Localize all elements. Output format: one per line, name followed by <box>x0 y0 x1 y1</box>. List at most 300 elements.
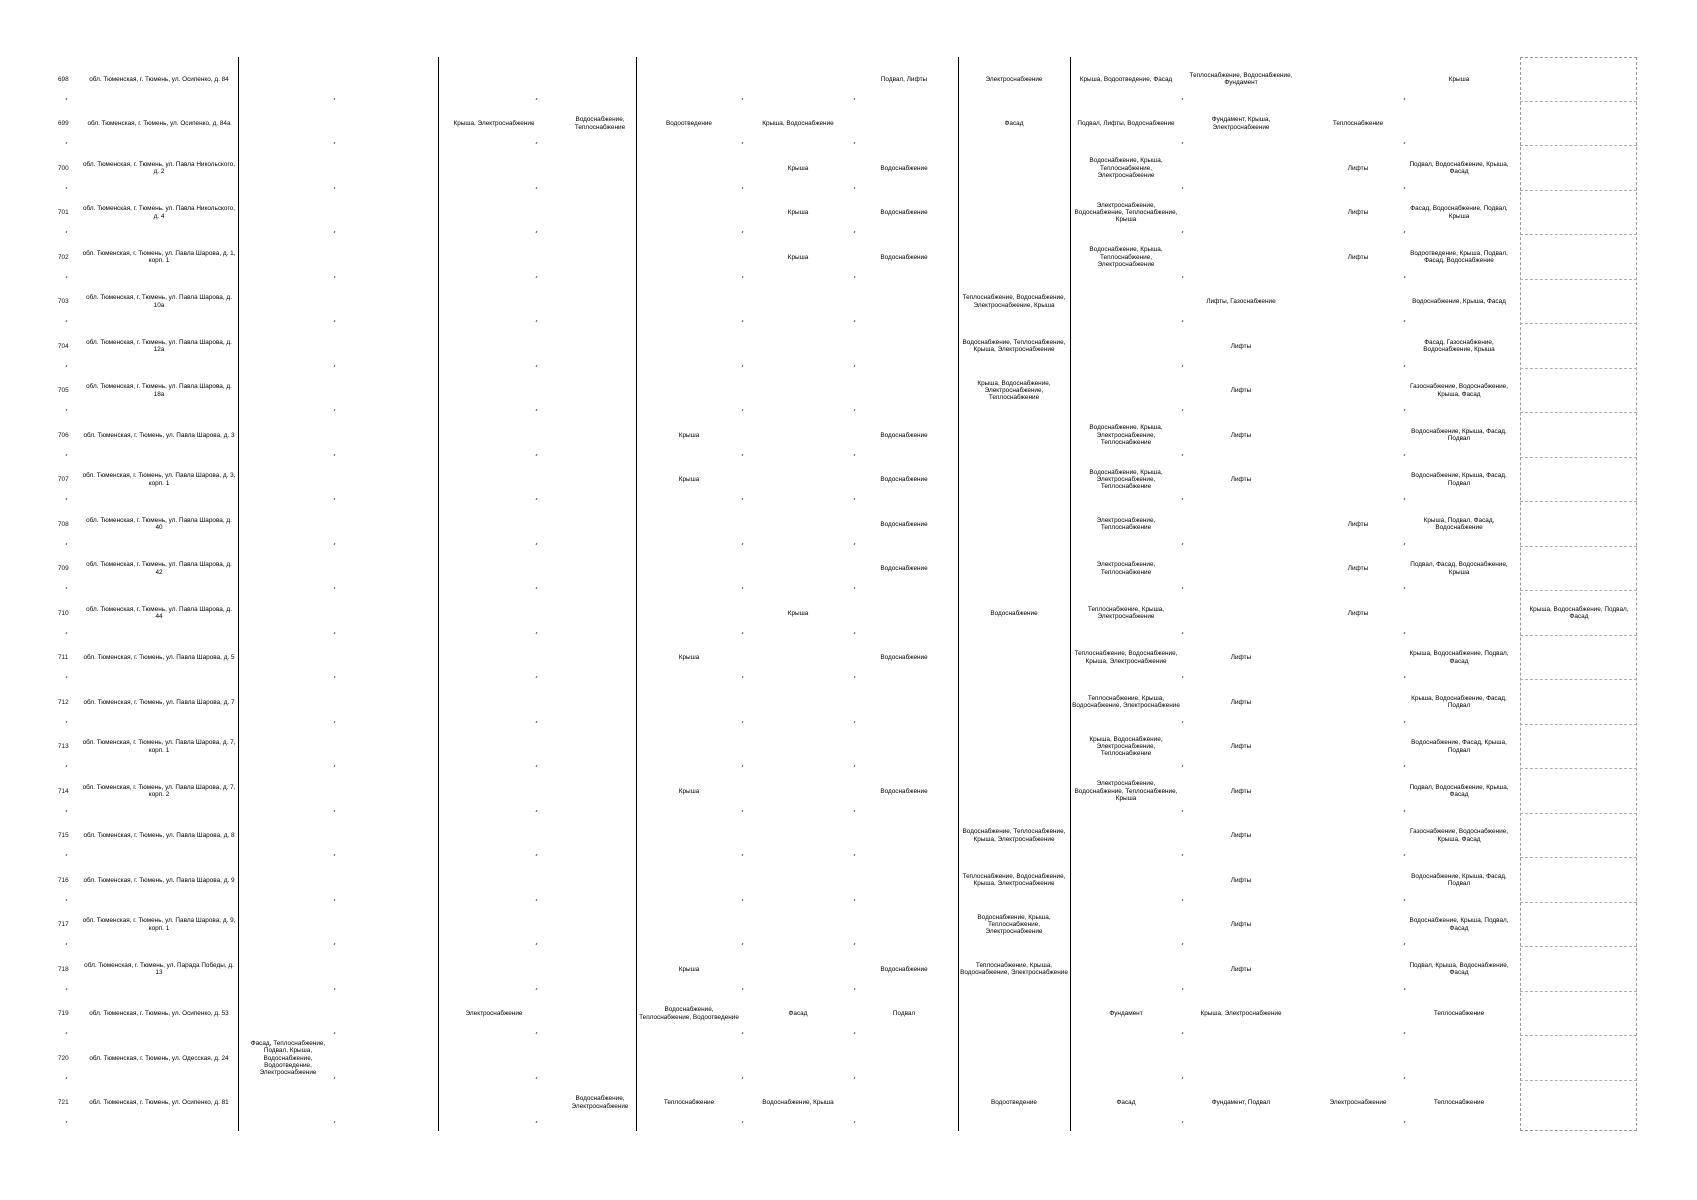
table-row <box>58 1036 1638 1081</box>
work-type-cell: Лифты <box>1230 921 1252 929</box>
work-type-cell: Водоснабжение, Крыша, Фасад, Подвал <box>1411 472 1507 487</box>
work-type-cell <box>742 547 854 592</box>
work-type-cell <box>1070 280 1182 325</box>
work-type-cell <box>636 324 742 369</box>
work-type-cell <box>238 858 338 903</box>
work-type-cell: Лифты <box>1230 743 1252 751</box>
row-number: 713 <box>58 743 69 751</box>
work-type-cell: Крыша <box>678 965 700 973</box>
work-type-cell <box>1398 102 1520 147</box>
work-type-cell: Водоотведение <box>666 120 712 128</box>
work-type-cell <box>958 458 1070 503</box>
table-row <box>58 1081 1638 1126</box>
table-row <box>58 903 1638 948</box>
work-type-cell: Крыша, Подвал, Фасад, Водоснабжение <box>1423 516 1495 532</box>
work-type-cell: Водоснабжение, Теплоснабжение <box>574 116 626 131</box>
address-cell: обл. Тюменская, г. Тюмень, ул. Павла Шарова, д. 12а <box>86 338 232 354</box>
column-divider <box>238 57 239 1131</box>
work-type-cell <box>438 591 550 636</box>
work-type-cell: Крыша, Водоотведение, Фасад <box>1079 75 1173 83</box>
work-type-cell: Водоснабжение, Крыша, Фасад, Подвал <box>1411 427 1507 443</box>
work-type-cell: Теплоснабжение <box>663 1099 715 1107</box>
work-type-cell <box>958 725 1070 770</box>
work-type-cell: Подвал, Крыша, Водоснабжение, Фасад <box>1409 961 1509 977</box>
work-type-cell <box>238 191 338 236</box>
work-type-cell <box>636 814 742 859</box>
work-type-cell <box>958 680 1070 725</box>
work-type-cell: Фундамент, Крыша, Электроснабжение <box>1211 116 1271 131</box>
work-type-cell: Водоотведение, Крыша, Подвал, Фасад, Водоснабжение <box>1410 249 1508 265</box>
address-cell: обл. Тюменская, г. Тюмень, ул. Парада Победы, д. 13 <box>84 961 234 977</box>
work-type-cell: Водоснабжение, Теплоснабжение, Крыша, Электроснабжение <box>962 828 1066 843</box>
work-type-cell: Лифты, Газоснабжение <box>1206 298 1276 306</box>
address-cell: обл. Тюменская, г. Тюмень, ул. Павла Шарова, д. 18а <box>86 383 232 398</box>
address-cell: обл. Тюменская, г. Тюмень, ул. Павла Шарова, д. 44 <box>86 605 232 621</box>
work-type-cell: Водоснабжение, Теплоснабжение, Крыша, Электроснабжение <box>962 338 1066 354</box>
work-type-cell: Теплоснабжение, Водоснабжение, Фундамент <box>1189 71 1293 87</box>
row-number: 706 <box>58 431 69 439</box>
address-cell: обл. Тюменская, г. Тюмень, ул. Осипенко, д. 84 <box>89 75 229 83</box>
work-type-cell <box>958 1036 1070 1081</box>
work-type-cell: Крыша <box>787 609 809 617</box>
work-type-cell <box>438 324 550 369</box>
table-row <box>58 369 1638 414</box>
work-type-cell: Фасад, Газоснабжение, Водоснабжение, Крыша <box>1423 338 1495 354</box>
work-type-cell <box>550 992 650 1037</box>
table-row <box>58 502 1638 547</box>
work-type-cell: Фасад <box>788 1010 808 1018</box>
work-type-cell <box>1182 146 1300 191</box>
work-type-cell <box>958 992 1070 1037</box>
work-type-cell: Водоснабжение <box>880 431 928 439</box>
work-type-cell: Крыша, Водоснабжение, Электроснабжение, Теплоснабжение <box>977 379 1051 402</box>
work-type-cell <box>438 280 550 325</box>
dashed-row-divider <box>1520 946 1637 947</box>
work-type-cell <box>550 591 650 636</box>
work-type-cell <box>1182 591 1300 636</box>
address-cell: обл. Тюменская, г. Тюмень, ул. Одесская, д. 24 <box>89 1054 229 1062</box>
work-type-cell <box>238 102 338 147</box>
work-type-cell <box>854 369 954 414</box>
work-type-cell: Фундамент, Подвал <box>1211 1099 1271 1107</box>
work-type-cell <box>238 769 338 814</box>
work-type-cell: Лифты <box>1347 609 1369 617</box>
work-type-cell <box>958 502 1070 547</box>
work-type-cell <box>438 725 550 770</box>
work-type-cell <box>438 57 550 102</box>
work-type-cell: Лифты <box>1347 209 1369 217</box>
work-type-cell <box>636 57 742 102</box>
work-type-cell: Крыша <box>678 476 700 484</box>
work-type-cell: Крыша <box>787 209 809 217</box>
row-number: 714 <box>58 787 69 795</box>
work-type-cell <box>438 1036 550 1081</box>
dashed-row-divider <box>1520 1035 1637 1036</box>
work-type-cell: Водоснабжение <box>880 520 928 528</box>
work-type-cell <box>636 502 742 547</box>
work-type-cell <box>958 547 1070 592</box>
dashed-row-divider <box>1520 457 1637 458</box>
work-type-cell <box>550 769 650 814</box>
row-number: 711 <box>58 654 69 662</box>
row-number: 704 <box>58 342 69 350</box>
work-type-cell <box>636 191 742 236</box>
work-type-cell <box>438 191 550 236</box>
work-type-cell <box>550 191 650 236</box>
work-type-cell <box>854 814 954 859</box>
work-type-cell <box>238 547 338 592</box>
work-type-cell <box>636 725 742 770</box>
work-type-cell <box>742 458 854 503</box>
work-type-cell: Крыша <box>787 164 809 172</box>
work-type-cell: Крыша <box>787 253 809 261</box>
work-type-cell: Водоснабжение <box>880 654 928 662</box>
work-type-cell <box>854 1081 954 1126</box>
work-type-cell: Водоснабжение, Крыша, Фасад <box>1412 298 1506 306</box>
work-type-cell: Электроснабжение, Теплоснабжение <box>1096 516 1156 532</box>
work-type-cell: Водоснабжение <box>880 209 928 217</box>
address-cell: обл. Тюменская, г. Тюмень, ул. Павла Шарова, д. 7, корп. 1 <box>82 739 236 754</box>
work-type-cell: Крыша, Водоснабжение, Фасад, Подвал <box>1411 694 1507 710</box>
work-type-cell <box>1182 547 1300 592</box>
dashed-row-divider <box>1520 902 1637 903</box>
column-divider <box>958 57 959 1131</box>
work-type-cell: Электроснабжение, Теплоснабжение <box>1096 561 1156 576</box>
column-divider <box>1070 57 1071 1131</box>
work-type-cell <box>742 858 854 903</box>
work-type-cell: Фасад, Теплоснабжение, Подвал, Крыша, Водоснабжение, Водоотведение, Электроснабжение <box>250 1039 326 1077</box>
address-cell: обл. Тюменская, г. Тюмень, ул. Павла Шарова, д. 9, корп. 1 <box>82 917 236 932</box>
work-type-cell <box>854 591 954 636</box>
work-type-cell: Лифты <box>1230 787 1252 795</box>
work-type-cell: Электроснабжение, Водоснабжение, Теплоснабжение, Крыша <box>1074 201 1178 224</box>
work-type-cell <box>550 903 650 948</box>
work-type-cell <box>1182 502 1300 547</box>
dashed-row-divider <box>1520 679 1637 680</box>
table-row <box>58 769 1638 814</box>
dashed-row-divider <box>1520 768 1637 769</box>
row-number: 720 <box>58 1054 69 1062</box>
column-divider <box>636 57 637 1131</box>
work-type-cell <box>636 858 742 903</box>
work-type-cell: Фасад <box>1004 120 1024 128</box>
work-type-cell <box>742 1036 854 1081</box>
work-type-cell <box>1182 191 1300 236</box>
work-type-cell <box>238 725 338 770</box>
dashed-row-divider <box>1520 412 1637 413</box>
row-number: 719 <box>58 1010 69 1018</box>
work-type-cell: Лифты <box>1347 164 1369 172</box>
row-number: 718 <box>58 965 69 973</box>
table-row <box>58 413 1638 458</box>
work-type-cell <box>550 458 650 503</box>
work-type-cell <box>636 146 742 191</box>
work-type-cell: Фасад, Водоснабжение, Подвал, Крыша <box>1410 205 1508 220</box>
work-type-cell <box>550 369 650 414</box>
row-number: 699 <box>58 120 69 128</box>
dashed-row-divider <box>1520 190 1637 191</box>
work-type-cell: Водоснабжение <box>880 253 928 261</box>
work-type-cell <box>550 636 650 681</box>
work-type-cell <box>438 947 550 992</box>
work-type-cell <box>742 814 854 859</box>
table-row <box>58 591 1638 636</box>
work-type-cell: Водоснабжение, Крыша <box>762 1099 834 1107</box>
work-type-cell: Водоснабжение <box>990 609 1038 617</box>
row-number: 715 <box>58 832 69 840</box>
work-type-cell <box>438 903 550 948</box>
work-type-cell: Крыша, Электроснабжение <box>453 120 535 128</box>
work-type-cell <box>636 680 742 725</box>
work-type-cell <box>742 324 854 369</box>
work-type-cell: Лифты <box>1347 520 1369 528</box>
work-type-cell: Крыша <box>678 654 700 662</box>
work-type-cell: Лифты <box>1230 698 1252 706</box>
work-type-cell: Крыша, Водоснабжение, Подвал, Фасад <box>1529 605 1629 621</box>
work-type-cell <box>854 680 954 725</box>
work-type-cell <box>854 324 954 369</box>
work-type-cell: Лифты <box>1347 565 1369 573</box>
table-row <box>58 680 1638 725</box>
work-type-cell <box>238 413 338 458</box>
work-type-cell <box>438 1081 550 1126</box>
work-type-cell <box>742 57 854 102</box>
dashed-row-divider <box>1520 234 1637 235</box>
work-type-cell <box>238 324 338 369</box>
work-type-cell: Подвал, Лифты, Водоснабжение <box>1077 120 1175 128</box>
work-type-cell: Крыша <box>678 787 700 795</box>
table-row <box>58 458 1638 503</box>
table-row <box>58 280 1638 325</box>
work-type-cell <box>636 547 742 592</box>
table-row <box>58 814 1638 859</box>
work-type-cell <box>742 947 854 992</box>
dashed-row-divider <box>1520 368 1637 369</box>
work-type-cell <box>636 369 742 414</box>
dashed-row-divider <box>1520 101 1637 102</box>
work-type-cell <box>438 413 550 458</box>
work-type-cell <box>238 146 338 191</box>
work-type-cell <box>238 502 338 547</box>
row-number: 700 <box>58 164 69 172</box>
address-cell: обл. Тюменская, г. Тюмень, ул. Павла Шарова, д. 3, корп. 1 <box>82 472 236 487</box>
work-type-cell: Фундамент <box>1109 1010 1143 1018</box>
work-type-cell <box>742 502 854 547</box>
work-type-cell <box>550 547 650 592</box>
work-type-cell: Водоотведение <box>991 1099 1037 1107</box>
address-cell: обл. Тюменская, г. Тюмень, ул. Павла Никольского, д. 4 <box>83 205 235 220</box>
work-type-cell <box>238 814 338 859</box>
work-type-cell <box>550 413 650 458</box>
work-type-cell <box>438 636 550 681</box>
work-type-cell: Водоснабжение, Крыша, Теплоснабжение, Электроснабжение <box>977 913 1051 936</box>
work-type-cell <box>238 680 338 725</box>
work-type-cell <box>636 235 742 280</box>
work-type-cell: Водоснабжение, Фасад, Крыша, Подвал <box>1411 739 1507 754</box>
work-type-cell <box>238 992 338 1037</box>
work-type-cell <box>438 458 550 503</box>
row-number: 710 <box>58 609 69 617</box>
work-type-cell <box>438 814 550 859</box>
table-row <box>58 324 1638 369</box>
work-type-cell <box>742 725 854 770</box>
work-type-cell <box>550 1036 650 1081</box>
work-type-cell <box>742 413 854 458</box>
work-type-cell <box>550 280 650 325</box>
work-type-cell: Водоснабжение, Крыша, Электроснабжение, Теплоснабжение <box>1089 424 1163 446</box>
work-type-cell <box>742 636 854 681</box>
work-type-cell <box>1070 814 1182 859</box>
work-type-cell: Водоснабжение <box>880 565 928 573</box>
dashed-row-divider <box>1520 323 1637 324</box>
work-type-cell: Теплоснабжение, Крыша, Водоснабжение, Электроснабжение <box>1072 694 1180 710</box>
work-type-cell: Подвал, Водоснабжение, Крыша, Фасад <box>1409 783 1509 799</box>
work-type-cell <box>854 858 954 903</box>
work-type-cell: Водоснабжение <box>880 164 928 172</box>
dashed-row-divider <box>1520 145 1637 146</box>
column-divider <box>438 57 439 1131</box>
work-type-cell: Крыша <box>1448 75 1470 83</box>
row-number: 712 <box>58 698 69 706</box>
work-type-cell <box>958 191 1070 236</box>
address-cell: обл. Тюменская, г. Тюмень, ул. Павла Шарова, д. 3 <box>83 431 235 439</box>
address-cell: обл. Тюменская, г. Тюмень, ул. Осипенко, д. 84а <box>87 120 231 128</box>
work-type-cell <box>238 369 338 414</box>
work-type-cell <box>1070 1036 1182 1081</box>
dashed-row-divider <box>1520 501 1637 502</box>
address-cell: обл. Тюменская, г. Тюмень, ул. Павла Никольского, д. 2 <box>83 160 235 176</box>
work-type-cell: Теплоснабжение <box>1433 1099 1485 1107</box>
work-type-cell: Теплоснабжение <box>1332 120 1384 128</box>
work-type-cell <box>1398 1036 1520 1081</box>
row-number: 703 <box>58 298 69 306</box>
row-number: 708 <box>58 520 69 528</box>
work-type-cell <box>854 102 954 147</box>
work-type-cell <box>550 324 650 369</box>
work-type-cell: Крыша <box>678 431 700 439</box>
work-type-cell: Крыша, Водоснабжение, Подвал, Фасад <box>1409 650 1509 665</box>
address-cell: обл. Тюменская, г. Тюмень, ул. Павла Шарова, д. 10а <box>86 294 232 309</box>
dashed-row-divider <box>1520 546 1637 547</box>
table-row <box>58 235 1638 280</box>
row-number: 701 <box>58 209 69 217</box>
work-type-cell: Водоснабжение <box>880 965 928 973</box>
work-type-cell <box>958 636 1070 681</box>
work-type-cell <box>550 858 650 903</box>
work-type-cell <box>742 903 854 948</box>
work-type-cell <box>550 947 650 992</box>
work-type-cell <box>958 235 1070 280</box>
work-type-cell <box>550 725 650 770</box>
work-type-cell <box>238 235 338 280</box>
work-type-cell: Водоснабжение, Крыша, Теплоснабжение, Электроснабжение <box>1089 246 1163 268</box>
row-number: 698 <box>58 75 69 83</box>
dashed-row-divider <box>1520 635 1637 636</box>
work-type-cell <box>636 903 742 948</box>
work-type-cell <box>854 280 954 325</box>
work-type-cell <box>854 1036 954 1081</box>
work-type-cell <box>1070 903 1182 948</box>
work-type-cell: Теплоснабжение, Водоснабжение, Крыша, Электроснабжение <box>962 872 1066 888</box>
work-type-cell <box>1398 591 1520 636</box>
work-type-cell <box>636 280 742 325</box>
work-type-cell: Электроснабжение, Водоснабжение, Теплоснабжение, Крыша <box>1074 780 1178 802</box>
address-cell: обл. Тюменская, г. Тюмень, ул. Павла Шарова, д. 7 <box>83 698 235 706</box>
work-type-cell <box>550 235 650 280</box>
work-type-cell <box>854 725 954 770</box>
dashed-row-divider <box>1520 724 1637 725</box>
work-type-cell: Лифты <box>1230 431 1252 439</box>
work-type-cell <box>550 680 650 725</box>
dashed-row-divider <box>1520 1080 1637 1081</box>
row-number: 717 <box>58 921 69 929</box>
work-type-cell <box>742 680 854 725</box>
work-type-cell <box>958 413 1070 458</box>
work-type-cell: Подвал <box>892 1010 916 1018</box>
work-type-cell <box>1070 324 1182 369</box>
work-type-cell: Крыша, Водоснабжение <box>762 120 834 128</box>
work-type-cell <box>238 458 338 503</box>
work-type-cell: Водоснабжение <box>880 476 928 484</box>
address-cell: обл. Тюменская, г. Тюмень, ул. Осипенко, д. 81 <box>89 1099 229 1107</box>
table-row <box>58 102 1638 147</box>
dashed-row-divider <box>1520 857 1637 858</box>
dashed-row-divider <box>1520 991 1637 992</box>
address-cell: обл. Тюменская, г. Тюмень, ул. Павла Шарова, д. 40 <box>86 516 232 532</box>
work-type-cell: Подвал, Фасад, Водоснабжение, Крыша <box>1410 561 1508 576</box>
address-cell: обл. Тюменская, г. Тюмень, ул. Павла Шарова, д. 5 <box>83 654 235 662</box>
work-type-cell <box>438 547 550 592</box>
row-number: 702 <box>58 253 69 261</box>
work-type-cell <box>1182 235 1300 280</box>
work-type-cell: Подвал, Водоснабжение, Крыша, Фасад <box>1409 160 1509 176</box>
work-type-cell <box>238 280 338 325</box>
work-type-cell: Крыша, Водоснабжение, Электроснабжение, Теплоснабжение <box>1089 735 1163 758</box>
work-type-cell <box>438 502 550 547</box>
work-type-cell: Теплоснабжение, Водоснабжение, Крыша, Электроснабжение <box>1074 650 1178 665</box>
table-row <box>58 636 1638 681</box>
work-type-cell <box>1070 369 1182 414</box>
row-number: 716 <box>58 876 69 884</box>
row-number: 709 <box>58 565 69 573</box>
dashed-row-divider <box>1520 279 1637 280</box>
work-type-cell <box>742 369 854 414</box>
work-type-cell <box>854 903 954 948</box>
work-type-cell: Крыша, Электроснабжение <box>1200 1010 1282 1018</box>
work-type-cell <box>238 636 338 681</box>
work-type-cell: Лифты <box>1230 342 1252 350</box>
address-cell: обл. Тюменская, г. Тюмень, ул. Павла Шарова, д. 7, корп. 2 <box>82 783 236 799</box>
work-type-cell: Лифты <box>1230 965 1252 973</box>
work-type-cell <box>1070 947 1182 992</box>
work-type-cell <box>550 814 650 859</box>
work-type-cell <box>958 769 1070 814</box>
work-type-cell: Газоснабжение, Водоснабжение, Крыша, Фасад <box>1410 383 1508 398</box>
work-type-cell: Подвал, Лифты <box>880 75 928 83</box>
work-type-cell <box>238 1081 338 1126</box>
row-number: 721 <box>58 1099 69 1107</box>
table-row <box>58 146 1638 191</box>
table-row <box>58 947 1638 992</box>
work-type-cell: Электроснабжение <box>465 1010 523 1018</box>
row-number: 705 <box>58 387 69 395</box>
address-cell: обл. Тюменская, г. Тюмень, ул. Павла Шарова, д. 1, корп. 1 <box>82 249 236 265</box>
work-type-cell <box>1182 1036 1300 1081</box>
work-type-cell <box>1070 858 1182 903</box>
table-row <box>58 992 1638 1037</box>
work-type-cell <box>238 591 338 636</box>
table-row <box>58 725 1638 770</box>
